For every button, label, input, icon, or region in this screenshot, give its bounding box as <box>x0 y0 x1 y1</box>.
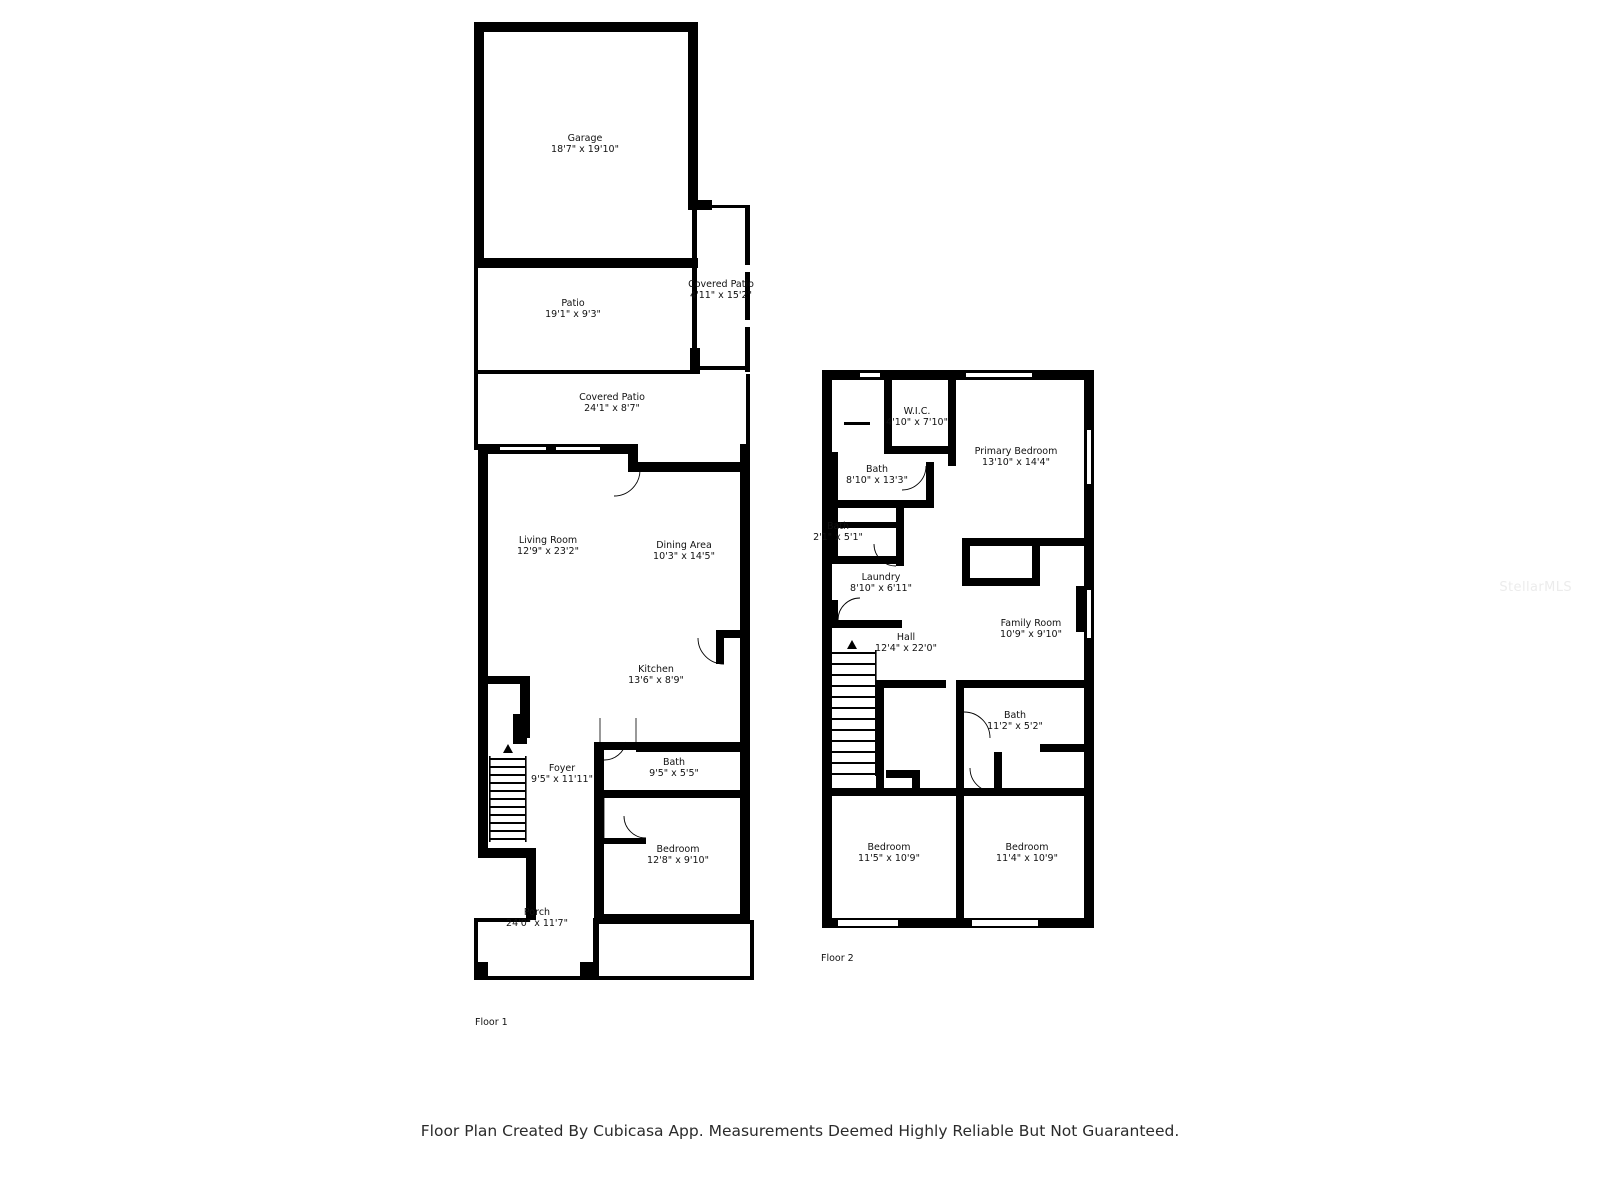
room-dimensions: 11'2" x 5'2" <box>987 721 1043 732</box>
room-name: W.I.C. <box>903 405 931 417</box>
room-dimensions: 10'3" x 14'5" <box>653 551 715 562</box>
room-dimensions: 4'10" x 7'10" <box>886 417 948 428</box>
watermark: StellarMLS <box>1499 580 1572 595</box>
floor-1-geometry <box>474 22 754 980</box>
room-dimensions: 12'4" x 22'0" <box>875 643 937 654</box>
room-name: Foyer <box>548 762 576 774</box>
room-name: Bedroom <box>1005 841 1049 853</box>
room-dimensions: 12'8" x 9'10" <box>647 855 709 866</box>
room-name: Bath <box>826 520 850 532</box>
room-name: Porch <box>523 906 551 918</box>
room-dimensions: 24'1" x 8'7" <box>584 403 640 414</box>
room-name: Bath <box>865 463 889 475</box>
floor-caption-floor-1: Floor 1 <box>475 1017 508 1028</box>
room-name: Bath <box>662 756 686 768</box>
floor-2-door-arcs <box>838 463 994 792</box>
room-name: Patio <box>561 297 585 309</box>
room-dimensions: 9'5" x 5'5" <box>649 768 699 779</box>
floor-1-door-arcs <box>604 470 724 838</box>
room-dimensions: 11'5" x 10'9" <box>858 853 920 864</box>
room-name: Covered Patio <box>688 278 754 290</box>
room-dimensions: 11'4" x 10'9" <box>996 853 1058 864</box>
room-name: Living Room <box>518 534 578 546</box>
room-dimensions: 18'7" x 19'10" <box>551 144 619 155</box>
room-dimensions: 13'6" x 8'9" <box>628 675 684 686</box>
room-name: Laundry <box>861 571 901 583</box>
room-name: Bedroom <box>867 841 911 853</box>
room-dimensions: 8'10" x 13'3" <box>846 475 908 486</box>
disclaimer-text: Floor Plan Created By Cubicasa App. Measurements Deemed Highly Reliable But Not Guaranteed. <box>420 1122 1180 1140</box>
room-name: Garage <box>567 132 603 144</box>
room-name: Kitchen <box>638 663 674 675</box>
room-dimensions: 4'11" x 15'2" <box>690 290 752 301</box>
room-dimensions: 10'9" x 9'10" <box>1000 629 1062 640</box>
room-dimensions: 2'1" x 5'1" <box>813 532 863 543</box>
room-name: Hall <box>896 631 916 643</box>
room-name: Dining Area <box>656 539 712 551</box>
room-dimensions: 13'10" x 14'4" <box>982 457 1050 468</box>
floor-2-geometry <box>822 370 1094 928</box>
room-name: Bedroom <box>656 843 700 855</box>
room-name: Primary Bedroom <box>974 445 1058 457</box>
room-name: Bath <box>1003 709 1027 721</box>
room-name: Covered Patio <box>579 391 645 403</box>
room-dimensions: 19'1" x 9'3" <box>545 309 601 320</box>
floor-caption-floor-2: Floor 2 <box>821 953 854 964</box>
room-dimensions: 24'0" x 11'7" <box>506 918 568 929</box>
room-name: Family Room <box>1000 617 1062 629</box>
room-dimensions: 12'9" x 23'2" <box>517 546 579 557</box>
floor-1-thin-lines <box>478 486 750 838</box>
room-dimensions: 8'10" x 6'11" <box>850 583 912 594</box>
room-dimensions: 9'5" x 11'11" <box>531 774 593 785</box>
